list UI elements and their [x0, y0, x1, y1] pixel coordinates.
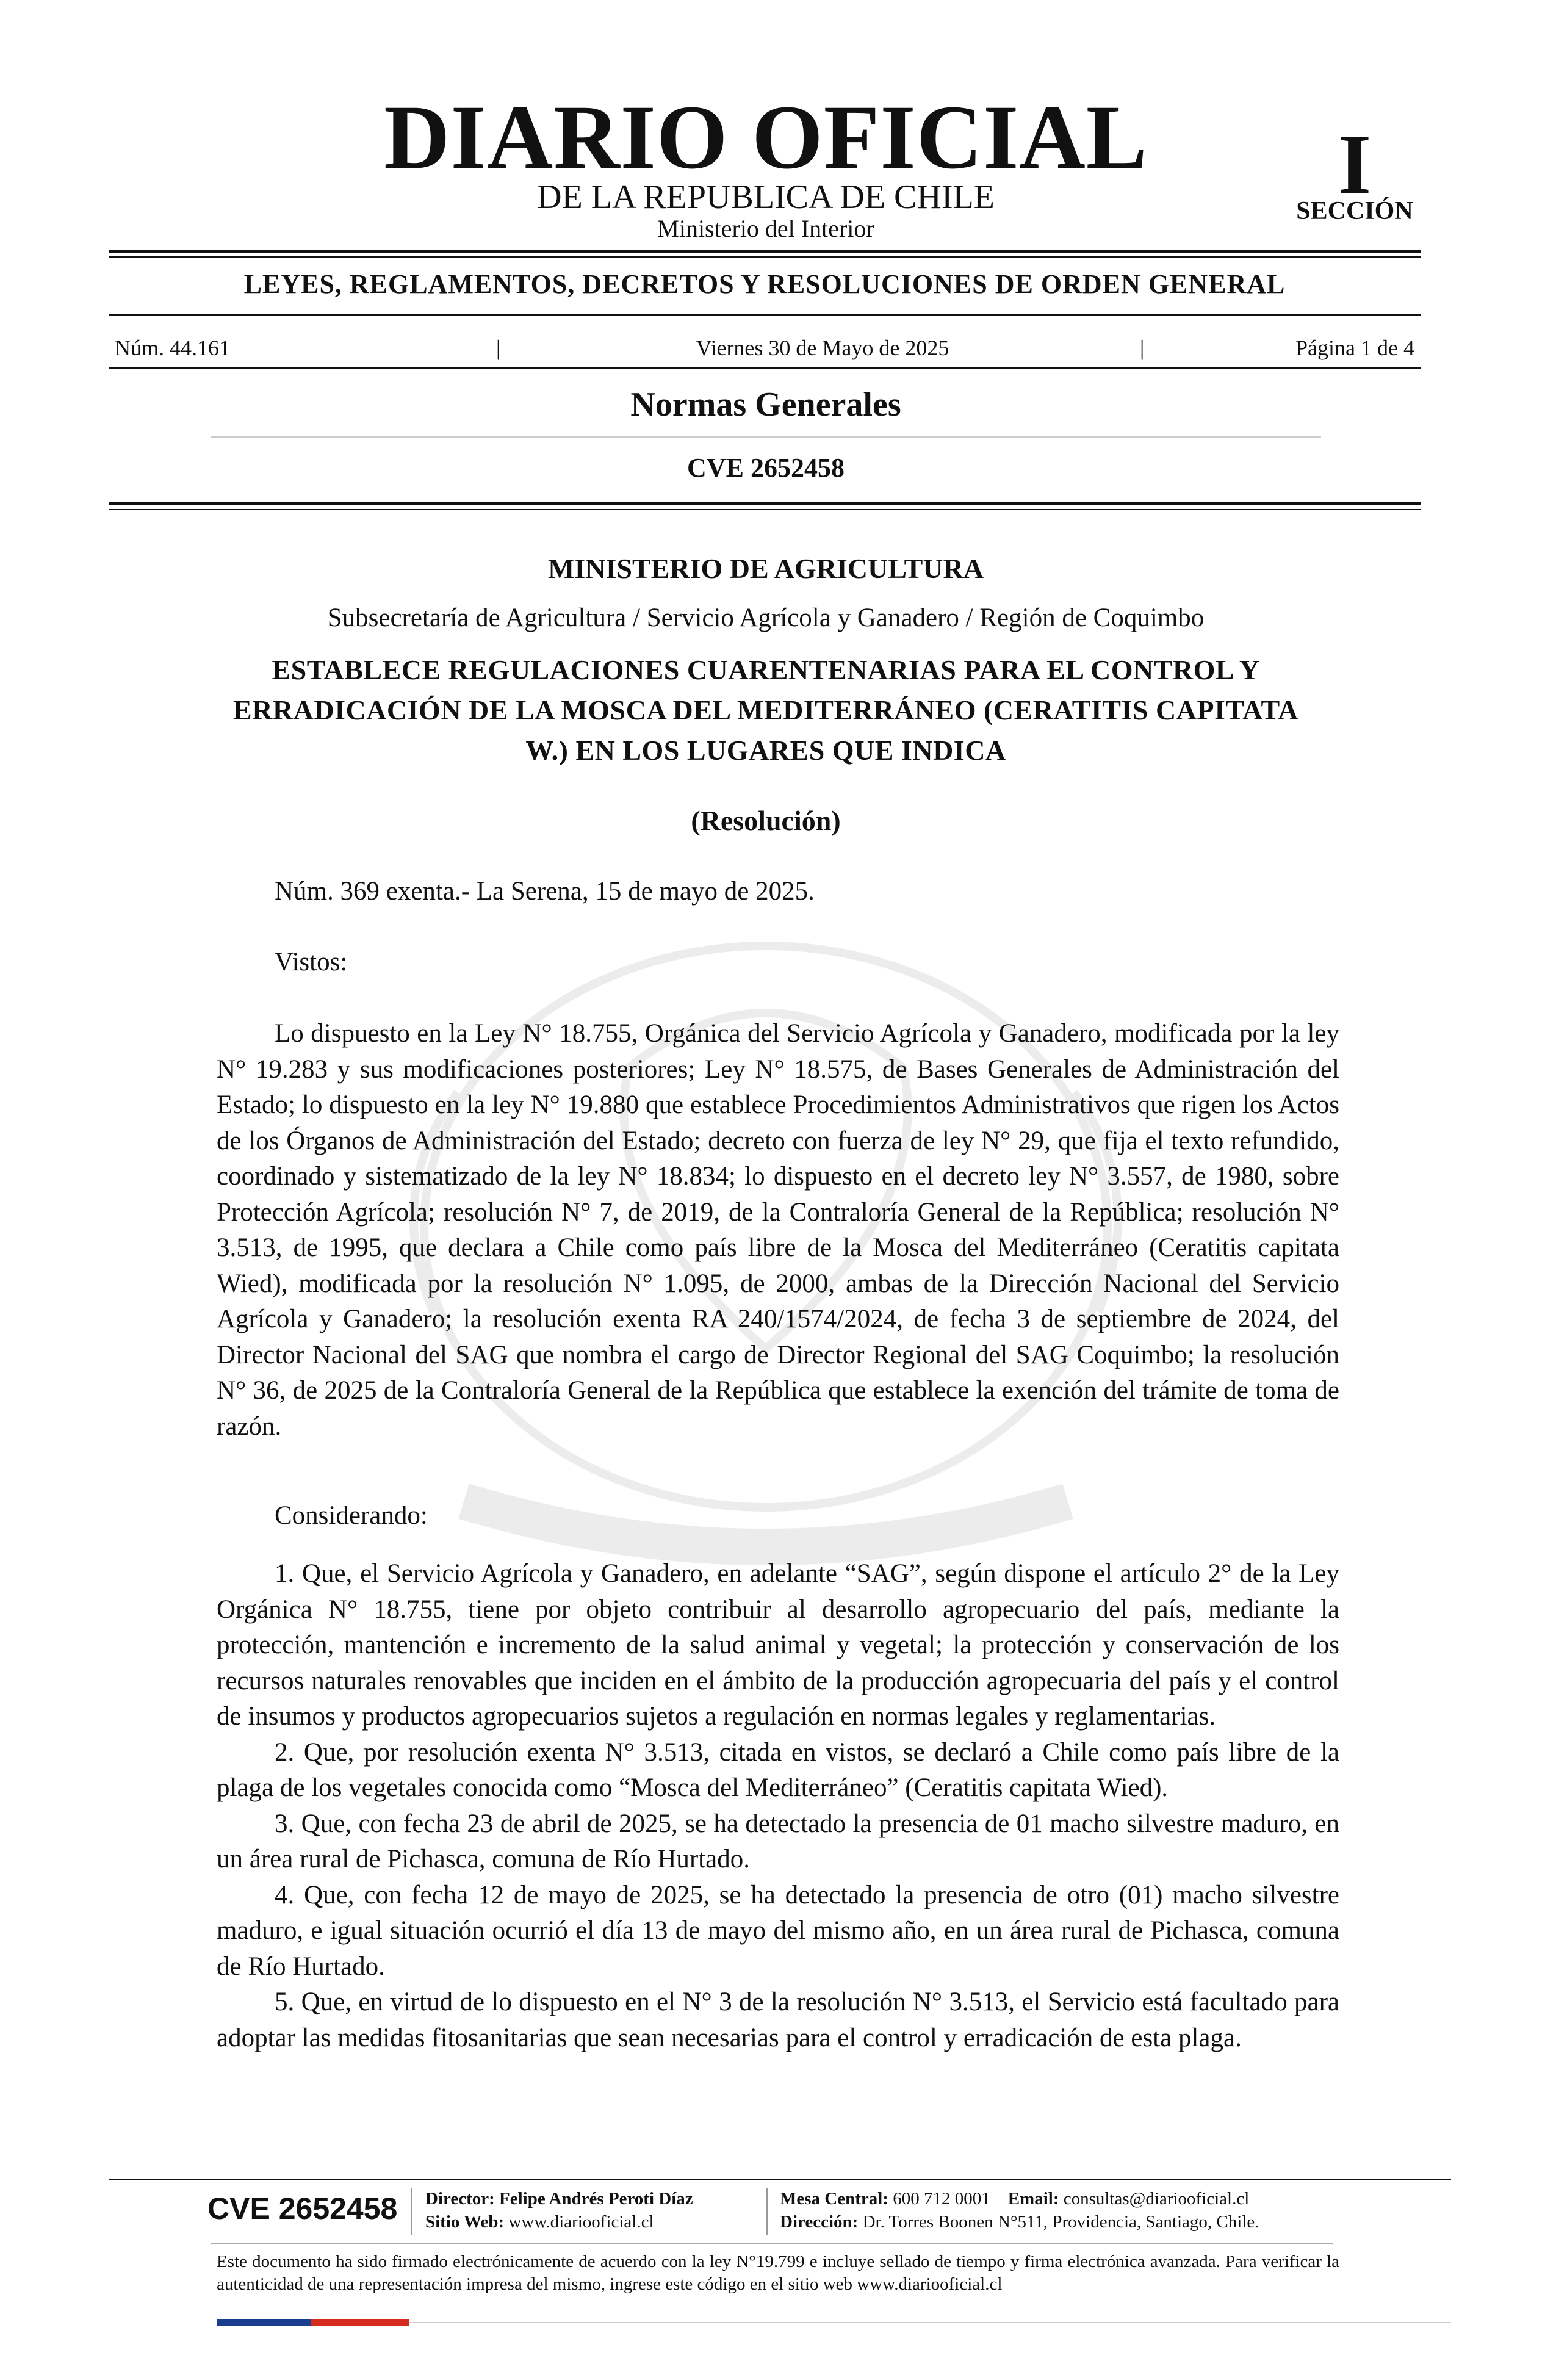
site-link[interactable]: www.diariooficial.cl — [508, 2212, 654, 2232]
cve-code: CVE 2652458 — [687, 453, 845, 483]
section-heading-rule — [211, 436, 1321, 438]
considerando-label: Considerando: — [275, 1501, 428, 1530]
banner-rule — [109, 314, 1421, 316]
considerandos-list — [217, 1556, 1339, 2056]
considerando-item: 1. Que, el Servicio Agrícola y Ganadero, en adelante “SAG”, según dispone el artículo 2° de la Ley Orgánica N° 18.755, tiene por objeto contribuir al desarrollo agropecuario del país, mediante la protección, mantención e incremento de la salud animal y vegetal; la protección y conservación de los recursos naturales renovables que inciden en el ámbito de la producción agropecuaria del país y el control de insumos y productos agropecuarios sujetos a regulación en normas legales y reglamentarias. — [217, 1559, 1339, 1731]
flag-stripe-blue — [217, 2319, 311, 2326]
ministry-name: MINISTERIO DE AGRICULTURA — [547, 553, 984, 584]
issue-number: Núm. 44.161 — [115, 336, 230, 360]
considerando-item: 5. Que, en virtud de lo dispuesto en el N° 3 de la resolución N° 3.513, el Servicio está facultado para adoptar las medidas fitosanitarias que sean necesarias para el control y erradicación de esta plaga. — [217, 1988, 1339, 2052]
document-title: ESTABLECE REGULACIONES CUARENTENARIAS PARA EL CONTROL Y ERRADICACIÓN DE LA MOSCA DEL MEDITERRÁNEO (CERATITIS CAPITATA W.) EN LOS LUGARES QUE INDICA — [233, 654, 1298, 766]
considerando-item: 3. Que, con fecha 23 de abril de 2025, se ha detectado la presencia de 01 macho silvestre maduro, en un área rural de Pichasca, comuna de Río Hurtado. — [217, 1809, 1339, 1873]
masthead-ministry: Ministerio del Interior — [657, 215, 874, 242]
issue-date: Viernes 30 de Mayo de 2025 — [696, 336, 949, 360]
footer-divider-2 — [766, 2188, 768, 2235]
footer-rule-mid — [211, 2243, 1333, 2244]
footer-signature-note: Este documento ha sido firmado electrónicamente de acuerdo con la ley N°19.799 e incluye sellado de tiempo y firma electrónica avanzada. Para verificar la autenticidad de una representación impresa del mismo, ingrese este código en el sitio web www.diariooficial.cl — [217, 2252, 1339, 2294]
banner-title: LEYES, REGLAMENTOS, DECRETOS Y RESOLUCIONES DE ORDEN GENERAL — [243, 269, 1286, 299]
address-value: Dr. Torres Boonen N°511, Providencia, Santiago, Chile. — [862, 2212, 1259, 2232]
issue-line — [109, 333, 1421, 363]
header-rule-thick — [109, 502, 1421, 505]
footer-divider-1 — [411, 2188, 412, 2235]
mesa-label: Mesa Central: — [780, 2189, 888, 2209]
footer-rule-top — [109, 2179, 1451, 2180]
masthead-title: DIARIO OFICIAL — [384, 87, 1148, 188]
issue-separator-1: | — [496, 336, 501, 360]
masthead-rule-top-thin — [109, 256, 1421, 258]
site-label: Sitio Web: — [425, 2212, 505, 2232]
section-number: I — [1338, 117, 1372, 212]
document-type: (Resolución) — [691, 805, 841, 836]
footer-rule-bottom — [409, 2322, 1451, 2323]
vistos-paragraph — [217, 1016, 1339, 1444]
issue-page: Página 1 de 4 — [1295, 336, 1414, 360]
section-label: SECCIÓN — [1296, 197, 1413, 225]
considerando-item: 4. Que, con fecha 12 de mayo de 2025, se ha detectado la presencia de otro (01) macho silvestre maduro, e igual situación ocurrió el día 13 de mayo del mismo año, en un área rural de Pichasca, comuna de Río Hurtado. — [217, 1880, 1339, 1981]
vistos-label: Vistos: — [275, 948, 348, 976]
mesa-value: 600 712 0001 — [893, 2189, 990, 2209]
director-label: Director: — [425, 2189, 495, 2209]
vistos-text: Lo dispuesto en la Ley N° 18.755, Orgánica del Servicio Agrícola y Ganadero, modificada por la ley N° 19.283 y sus modificaciones posteriores; Ley N° 18.575, de Bases Generales de Administración del Estado; lo dispuesto en la ley N° 19.880 que establece Procedimientos Administrativos que rigen los Actos de los Órganos de Administración del Estado; decreto con fuerza de ley N° 29, que fija el texto refundido, coordinado y sistematizado de la ley N° 18.834; lo dispuesto en el decreto ley N° 3.557, de 1980, sobre Protección Agrícola; resolución N° 7, de 2019, de la Contraloría General de la República; resolución N° 3.513, de 1995, que declara a Chile como país libre de la Mosca del Mediterráneo (Ceratitis capitata Wied), modificada por la resolución N° 1.095, de 2000, ambas de la Dirección Nacional del Servicio Agrícola y Ganadero; la resolución exenta RA 240/1574/2024, de fecha 3 de septiembre de 2024, del Director Nacional del SAG que nombra el cargo de Director Regional del SAG Coquimbo; la resolución N° 36, de 2025 de la Contraloría General de la República que establece la exención del trámite de toma de razón. — [217, 1019, 1339, 1441]
footer-director-block — [425, 2187, 693, 2234]
masthead-rule-top — [109, 250, 1421, 253]
section-heading: Normas Generales — [630, 386, 901, 424]
issue-separator-2: | — [1140, 336, 1145, 360]
header-rule-thin — [109, 509, 1421, 510]
footer-cve-code: CVE 2652458 — [207, 2191, 398, 2226]
email-link[interactable]: consultas@diariooficial.cl — [1063, 2189, 1250, 2209]
subsecretaria: Subsecretaría de Agricultura / Servicio Agrícola y Ganadero / Región de Coquimbo — [327, 604, 1205, 632]
masthead-subtitle: DE LA REPUBLICA DE CHILE — [537, 178, 995, 216]
email-label: Email: — [1007, 2189, 1059, 2209]
considerando-item: 2. Que, por resolución exenta N° 3.513, citada en vistos, se declaró a Chile como país libre de la plaga de los vegetales conocida como “Mosca del Mediterráneo” (Ceratitis capitata Wied). — [217, 1737, 1339, 1802]
resolution-number: Núm. 369 exenta.- La Serena, 15 de mayo de 2025. — [275, 877, 815, 906]
address-label: Dirección: — [780, 2212, 859, 2232]
footer-contact-block — [780, 2187, 1259, 2234]
issue-rule — [109, 367, 1421, 369]
flag-stripe-red — [311, 2319, 409, 2326]
director-name: Felipe Andrés Peroti Díaz — [499, 2189, 693, 2209]
